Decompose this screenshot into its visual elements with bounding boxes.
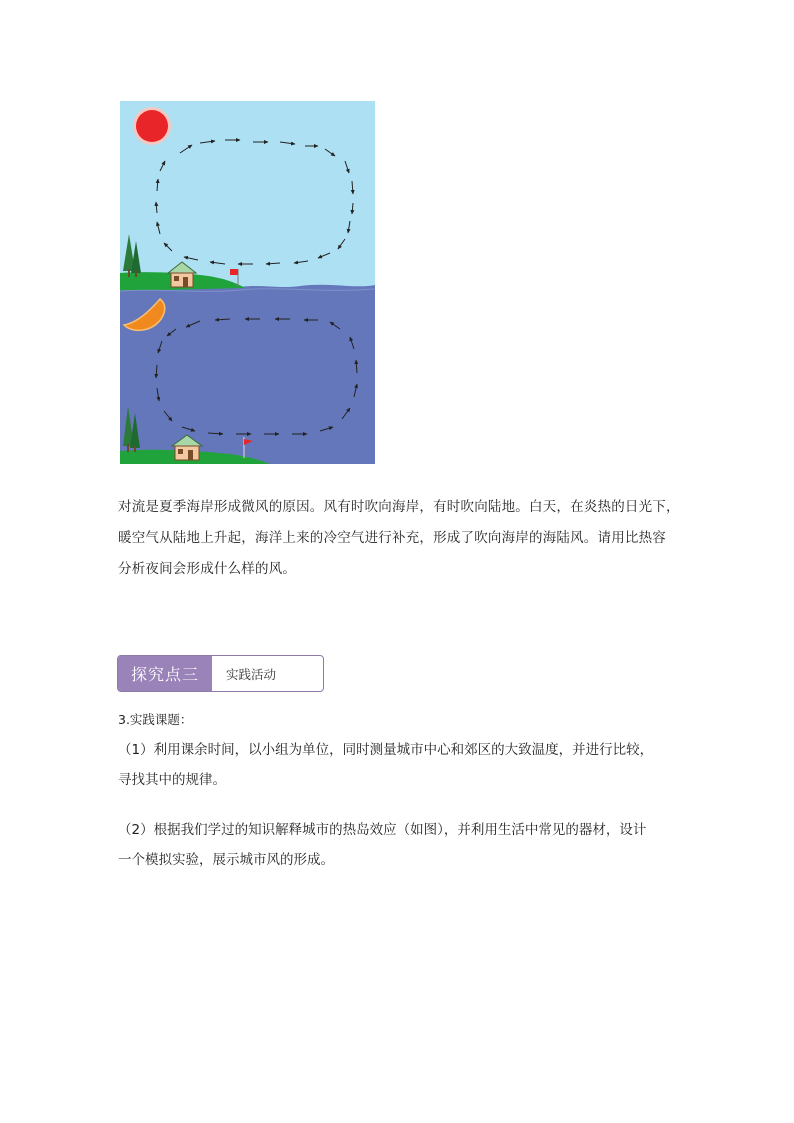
question-line: 一个模拟实验，展示城市风的形成。 xyxy=(118,852,334,868)
section-tag-main: 探究点三 xyxy=(118,656,212,691)
practice-title: 3.实践课题： xyxy=(118,712,193,727)
practice-question-2 xyxy=(118,815,688,875)
question-line: （2）根据我们学过的知识解释城市的热岛效应（如图），并利用生活中常见的器材，设计 xyxy=(118,822,647,838)
section-tag-sub: 实践活动 xyxy=(226,666,277,682)
paragraph-line: 对流是夏季海岸形成微风的原因。风有时吹向海岸，有时吹向陆地。白天，在炎热的日光下， xyxy=(118,499,680,515)
sun-icon xyxy=(133,107,171,145)
section-tag xyxy=(117,655,324,692)
sea-land-breeze-figure xyxy=(120,101,375,464)
night-panel xyxy=(120,289,375,464)
practice-question-1 xyxy=(118,735,688,795)
day-panel xyxy=(120,101,375,293)
question-line: （1）利用课余时间，以小组为单位，同时测量城市中心和郊区的大致温度，并进行比较， xyxy=(118,742,654,758)
paragraph-sea-breeze xyxy=(118,492,680,585)
paragraph-line: 暖空气从陆地上升起，海洋上来的冷空气进行补充，形成了吹向海岸的海陆风。请用比热容 xyxy=(118,530,666,546)
paragraph-line: 分析夜间会形成什么样的风。 xyxy=(118,561,297,577)
question-line: 寻找其中的规律。 xyxy=(118,772,226,788)
